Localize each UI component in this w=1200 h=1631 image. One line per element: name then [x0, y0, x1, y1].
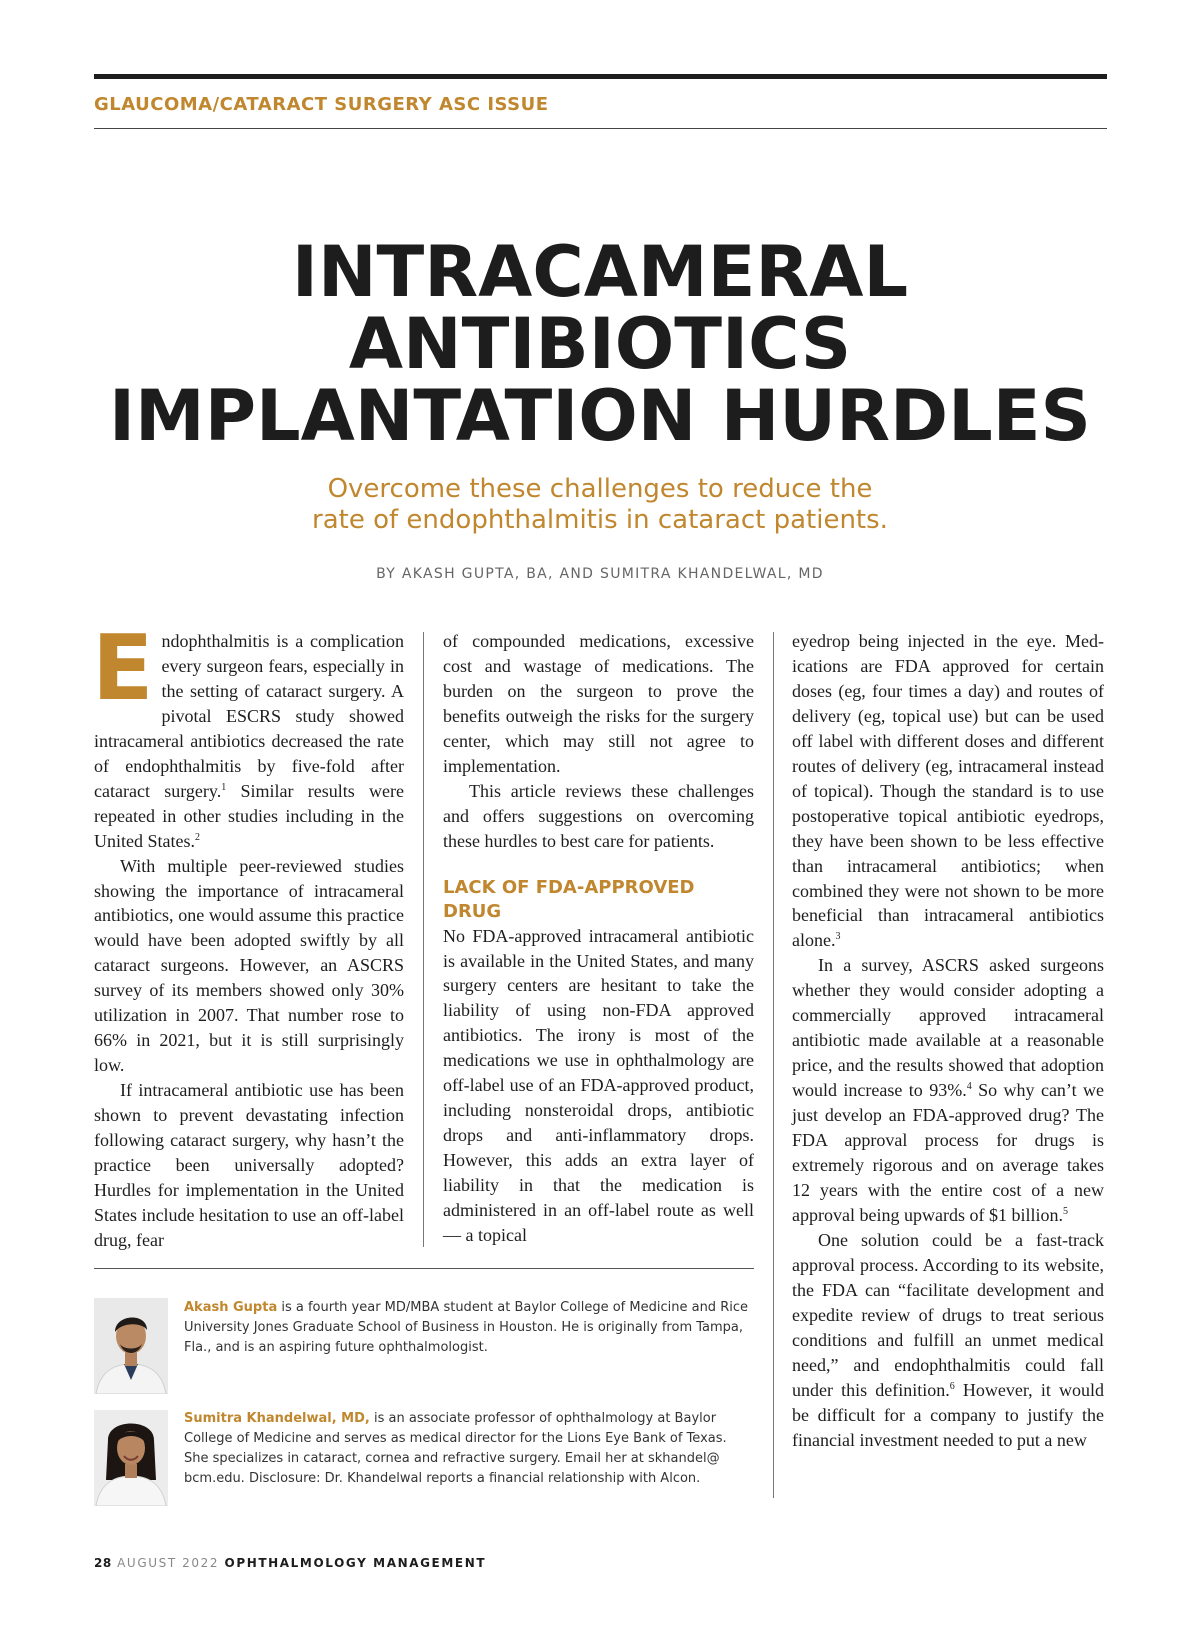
- paragraph-text: Similar results were repeated in other studies including in the United States.: [94, 780, 405, 851]
- reference-mark: 3: [835, 931, 841, 943]
- author-photo-gupta: [94, 1298, 168, 1394]
- paragraph: [792, 1228, 1104, 1453]
- title-line: ANTIBIOTICS: [348, 303, 852, 385]
- author-photo-khandelwal: [94, 1410, 168, 1506]
- byline: BY AKASH GUPTA, BA, AND SUMITRA KHANDELWAL, MD: [376, 566, 824, 582]
- section-rule: [94, 128, 1107, 129]
- drop-cap: E: [92, 616, 154, 721]
- subtitle-line: Overcome these challenges to reduce the: [327, 474, 873, 504]
- paragraph: [792, 629, 1104, 953]
- bio-text: is an associate professor of ophthalmology at Baylor College of Medicine and serves as medical director for the Lions Eye Bank of Texas. She specializes in cataract, cornea and refractive surgery. Email her at skhandel@ bcm.edu. Disclosure: Dr. Khandelwal reports a financial relationship with Alcon.: [184, 1411, 727, 1486]
- paragraph: [92, 616, 405, 854]
- paragraph-text: So why can’t we just develop an FDA-approved drug? The FDA approval process for drugs is extremely rigorous and on average takes 12 years with the entire cost of a new approval being upwards of $1 billion.: [792, 1080, 1105, 1225]
- paragraph: of compounded medications, excessive cost and wastage of medications. The burden on the surgeon to prove the benefits outweigh the risks for the surgery center, which may still not agree to implementation.: [443, 631, 754, 776]
- paragraph: If intracameral antibiotic use has been shown to prevent devastating infection following cataract surgery, why hasn’t the practice been universally adopted? Hurdles for implementation in the United States include hesitation to use an off-label drug, fear: [94, 1080, 404, 1250]
- title-line: IMPLANTATION HURDLES: [109, 375, 1091, 457]
- reference-mark: 6: [949, 1380, 955, 1392]
- top-rule: [94, 74, 1107, 79]
- bio-text: is a fourth year MD/MBA student at Baylor College of Medicine and Rice University Jones Graduate School of Business in Houston. He is originally from Tampa, Fla., and is an aspiring future ophthalmologist.: [184, 1300, 748, 1355]
- paragraph: No FDA-approved intracameral antibiotic is available in the United States, and many surgery centers are hesitant to take the liability of using non-FDA approved antibiotics. The irony is most of the medications we use in ophthalmology are off-label use of an FDA-approved product, including nonsteroidal drops, antibiotic drops and anti-inflammatory drops. However, this adds an extra layer of liability in that the medication is administered in an off-label route as well — a topical: [443, 925, 754, 1246]
- subtitle-line: rate of endophthalmitis in cataract patients.: [312, 505, 888, 535]
- body-column-1: [92, 616, 405, 1253]
- paragraph: [792, 953, 1104, 1227]
- paragraph-text: In a survey, ASCRS asked surgeons whether they would consider adopting a commercially approved intracameral antibiotic made available at a reasonable price, and the results showed that adoption would increase to 93%.: [792, 955, 1104, 1101]
- paragraph-text: eyedrop being injected in the eye. Medications are FDA approved for certain doses (eg, four times a day) and routes of delivery (eg, topical use) but can be used off label with different doses and different routes of delivery (eg, intracameral instead of topical). Though the standard is to use postoperative topical antibiotic eyedrops, they have been shown to be less effective than intracameral antibiotics; when combined they were not shown to be more beneficial than intracameral antibiotics alone.: [792, 631, 1104, 951]
- article-subtitle: [150, 474, 1050, 536]
- portrait-male-icon: [94, 1298, 168, 1394]
- author-name: Akash Gupta: [184, 1300, 278, 1315]
- section-label: GLAUCOMA/CATARACT SURGERY ASC ISSUE: [94, 94, 549, 115]
- author-name: Sumitra Khandelwal, MD,: [184, 1411, 370, 1426]
- section-subhead: LACK OF FDA-APPROVED DRUG: [443, 876, 695, 922]
- paragraph-text: One solution could be a fast-track approval process. According to its website, the FDA can “facilitate development and expedite review of drugs to treat serious conditions and fulfill an unmet medical need,” and endophthalmitis could fall under this definition.: [792, 1229, 1104, 1400]
- page-footer: [94, 1556, 486, 1570]
- issue-date: AUGUST 2022: [117, 1556, 220, 1570]
- title-line: INTRACAMERAL: [291, 231, 909, 313]
- page-number: 28: [94, 1556, 112, 1570]
- reference-mark: 4: [966, 1081, 972, 1093]
- paragraph-text: ndophthalmitis is a complication every surgeon fears, especially in the setting of cataract surgery. A pivotal ESCRS study showed intracameral antibiotics decreased the rate of endophthalmitis by five-fold after cataract surgery.: [94, 631, 404, 801]
- column-divider: [423, 632, 424, 1247]
- reference-mark: 2: [195, 831, 200, 843]
- magazine-name: OPHTHALMOLOGY MANAGEMENT: [224, 1556, 487, 1570]
- body-column-3: [792, 629, 1104, 1452]
- author-bio-khandelwal: [184, 1409, 754, 1489]
- paragraph-text: However, it would be difficult for a company to justify the financial investment needed to put a new: [792, 1379, 1104, 1450]
- paragraph: With multiple peer-reviewed studies showing the importance of intracameral antibiotics, one would assume this practice would have been adopted swiftly by all cataract surgeons. However, an ASCRS survey of its members showed only 30% utilization in 2007. That number rose to 66% in 2021, but it is still surprisingly low.: [94, 855, 404, 1076]
- article-title: [60, 231, 1140, 457]
- body-column-2: [443, 629, 754, 1248]
- reference-mark: 1: [221, 781, 227, 793]
- bio-rule: [94, 1268, 754, 1269]
- column-divider: [773, 632, 774, 1498]
- paragraph: This article reviews these challenges and offers suggestions on overcoming these hurdles to best care for patients.: [443, 780, 754, 851]
- portrait-female-icon: [94, 1410, 168, 1506]
- reference-mark: 5: [1062, 1205, 1068, 1217]
- author-bio-gupta: [184, 1298, 754, 1358]
